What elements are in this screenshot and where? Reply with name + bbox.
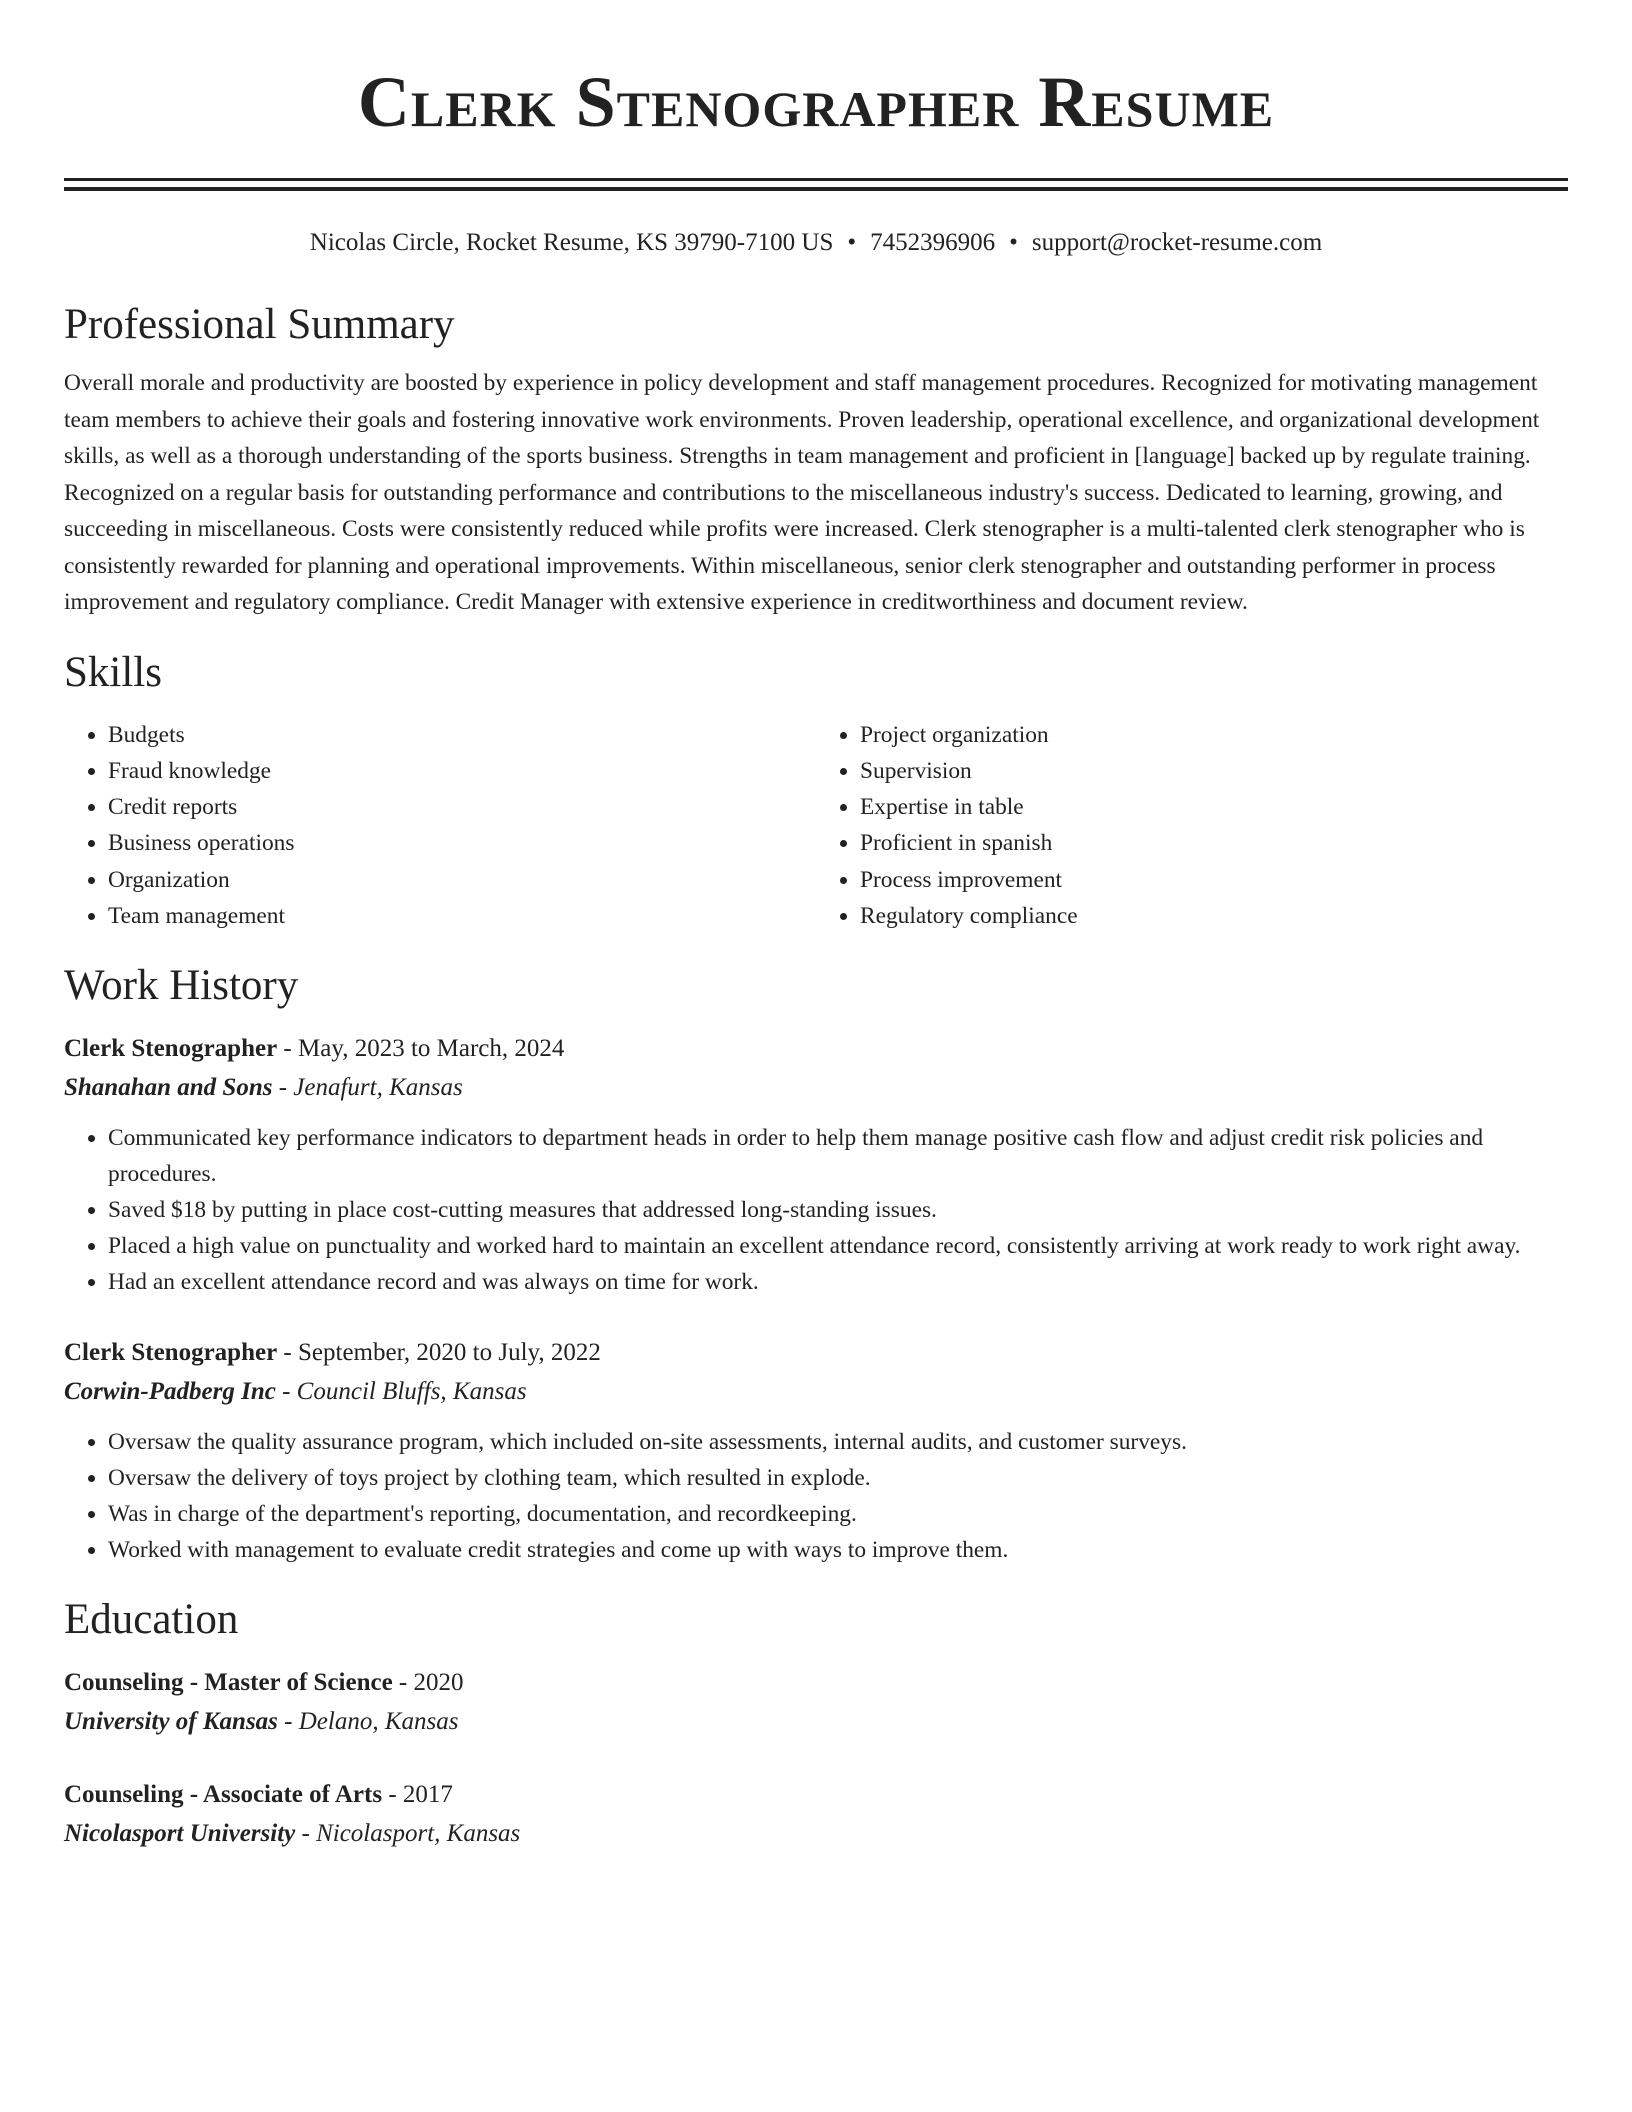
skill-item: • Regulatory compliance xyxy=(860,898,1568,934)
job-dates: - September, 2020 to July, 2022 xyxy=(277,1339,601,1367)
job-title: Clerk Stenographer xyxy=(64,1035,278,1063)
job-bullet: • Oversaw the quality assurance program, which included on-site assessments, internal audits, and customer surveys. xyxy=(108,1424,1568,1460)
summary-text: Overall morale and productivity are boosted by experience in policy development and staff management procedures. Recognized for motivating management team members to achieve their goals and fostering innovative work environments. Proven leadership, operational excellence, and organizational development skills, as well as a thorough understanding of the sports business. Strengths in team management and proficient in [language] backed up by regulate training. Recognized on a regular basis for outstanding performance and contributions to the miscellaneous industry's success. Dedicated to learning, growing, and succeeding in miscellaneous. Costs were consistently reduced while profits were increased. Clerk stenographer is a multi-talented clerk stenographer who is consistently rewarded for planning and operational improvements. Within miscellaneous, senior clerk stenographer and outstanding performer in process improvement and regulatory compliance. Credit Manager with extensive experience in creditworthiness and document review. xyxy=(64,370,1540,615)
job-header xyxy=(64,1030,1568,1068)
school-name: Nicolasport University xyxy=(64,1820,296,1848)
company-location: - Council Bluffs, Kansas xyxy=(275,1378,527,1406)
job-bullet: • Had an excellent attendance record and was always on time for work. xyxy=(108,1264,1568,1300)
contact-email: support@rocket-resume.com xyxy=(1031,229,1323,256)
school-location: - Delano, Kansas xyxy=(277,1708,459,1736)
skill-item: • Project organization xyxy=(860,717,1568,753)
job-bullet: • Worked with management to evaluate credit strategies and come up with ways to improve them. xyxy=(108,1532,1568,1568)
title-divider-top xyxy=(64,178,1568,181)
skill-item: • Supervision xyxy=(860,753,1568,789)
graduation-year: - 2017 xyxy=(382,1781,453,1809)
job-bullet: • Oversaw the delivery of toys project by clothing team, which resulted in explode. xyxy=(108,1460,1568,1496)
skill-item: • Fraud knowledge xyxy=(108,753,816,789)
skill-item: • Business operations xyxy=(108,825,816,861)
skills-columns xyxy=(64,717,1568,935)
job-bullets xyxy=(64,1120,1568,1300)
skill-item: • Proficient in spanish xyxy=(860,825,1568,861)
contact-separator: • xyxy=(847,229,857,256)
degree: Counseling - Master of Science xyxy=(64,1669,393,1697)
job-bullet: • Saved $18 by putting in place cost-cutting measures that addressed long-standing issues. xyxy=(108,1192,1568,1228)
job-header xyxy=(64,1334,1568,1372)
contact-address: Nicolas Circle, Rocket Resume, KS 39790-7100 US xyxy=(309,229,834,256)
contact-separator: • xyxy=(1009,229,1018,256)
skill-item: • Team management xyxy=(108,898,816,934)
job-dates: - May, 2023 to March, 2024 xyxy=(277,1035,565,1063)
skill-item: • Expertise in table xyxy=(860,789,1568,825)
education-school xyxy=(64,1814,1568,1854)
company-name: Shanahan and Sons xyxy=(64,1074,273,1102)
education-school xyxy=(64,1702,1568,1742)
education-heading: Education xyxy=(64,1596,239,1644)
title-divider-bottom xyxy=(64,187,1568,191)
degree: Counseling - Associate of Arts xyxy=(64,1781,383,1809)
school-location: - Nicolasport, Kansas xyxy=(295,1820,521,1848)
skills-heading: Skills xyxy=(64,648,162,696)
contact-line xyxy=(64,227,1568,259)
skill-item: • Credit reports xyxy=(108,789,816,825)
summary-heading: Professional Summary xyxy=(64,301,455,348)
job-employer xyxy=(64,1068,1568,1108)
job-bullet: • Was in charge of the department's reporting, documentation, and recordkeeping. xyxy=(108,1496,1568,1532)
education-entry-header xyxy=(64,1776,1568,1814)
skills-list-right xyxy=(816,717,1568,935)
graduation-year: - 2020 xyxy=(392,1669,464,1697)
contact-phone: 7452396906 xyxy=(870,229,996,256)
education-entry-header xyxy=(64,1664,1568,1702)
company-name: Corwin-Padberg Inc xyxy=(64,1378,276,1406)
company-location: - Jenafurt, Kansas xyxy=(272,1074,463,1102)
skill-item: • Organization xyxy=(108,862,816,898)
skill-item: • Process improvement xyxy=(860,862,1568,898)
job-title: Clerk Stenographer xyxy=(64,1339,278,1367)
school-name: University of Kansas xyxy=(64,1708,278,1736)
work-history-heading: Work History xyxy=(64,962,299,1010)
job-bullets xyxy=(64,1424,1568,1568)
resume-title: Clerk Stenographer Resume xyxy=(357,62,1275,142)
job-bullet: • Placed a high value on punctuality and worked hard to maintain an excellent attendance record, consistently arriving at work ready to work right away. xyxy=(108,1228,1568,1264)
skills-list-left xyxy=(64,717,816,935)
job-employer xyxy=(64,1372,1568,1412)
skill-item: • Budgets xyxy=(108,717,816,753)
job-bullet: • Communicated key performance indicators to department heads in order to help them manage positive cash flow and adjust credit risk policies and procedures. xyxy=(108,1120,1568,1192)
